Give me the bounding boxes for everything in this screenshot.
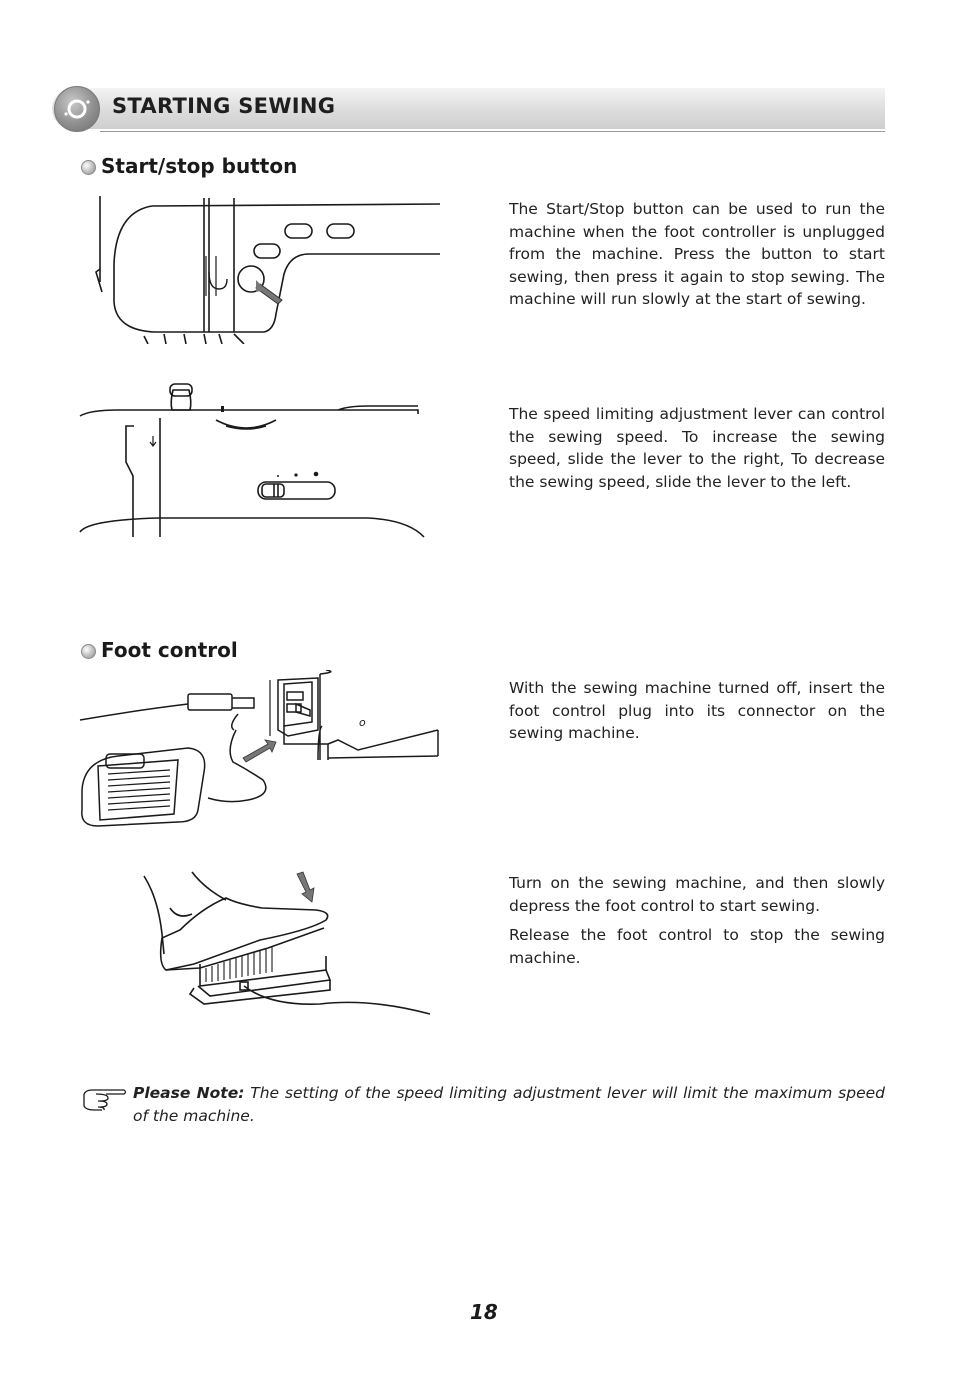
page-number: 18 <box>470 1300 498 1324</box>
note-text <box>133 1082 885 1127</box>
foot-pressing-pedal-illustration <box>140 868 432 1018</box>
foot-control-start-paragraph: Turn on the sewing machine, and then slowly depress the foot control to start sewing. <box>509 874 885 915</box>
page-title: STARTING SEWING <box>112 94 336 118</box>
section-icon <box>54 86 100 132</box>
bullet-icon <box>81 160 96 175</box>
start-stop-button-illustration <box>94 194 444 344</box>
note-body: The setting of the speed limiting adjustment lever will limit the maximum speed of the machine. <box>133 1084 885 1125</box>
section-heading-foot-control: Foot control <box>101 638 238 662</box>
foot-control-plug-illustration <box>78 670 444 830</box>
speed-lever-paragraph: The speed limiting adjustment lever can control the sewing speed. To increase the sewing speed, slide the lever to the right, To decrease the sewing speed, slide the lever to the left. <box>509 405 885 491</box>
pointing-hand-icon <box>80 1084 128 1114</box>
svg-text:o: o <box>359 716 366 729</box>
foot-control-insert-paragraph: With the sewing machine turned off, insert the foot control plug into its connector on the sewing machine. <box>509 679 885 742</box>
start-stop-paragraph: The Start/Stop button can be used to run the machine when the foot controller is unplugged from the machine. Press the button to start sewing, then press it again to stop sewing. The machine will run slowly at the start of sewing. <box>509 200 885 308</box>
speed-lever-illustration <box>78 382 442 542</box>
foot-control-release-paragraph: Release the foot control to stop the sewing machine. <box>509 926 885 967</box>
section-heading-start-stop: Start/stop button <box>101 154 298 178</box>
note-label: Please Note: <box>133 1084 245 1102</box>
banner-divider <box>100 131 885 132</box>
bullet-icon <box>81 644 96 659</box>
